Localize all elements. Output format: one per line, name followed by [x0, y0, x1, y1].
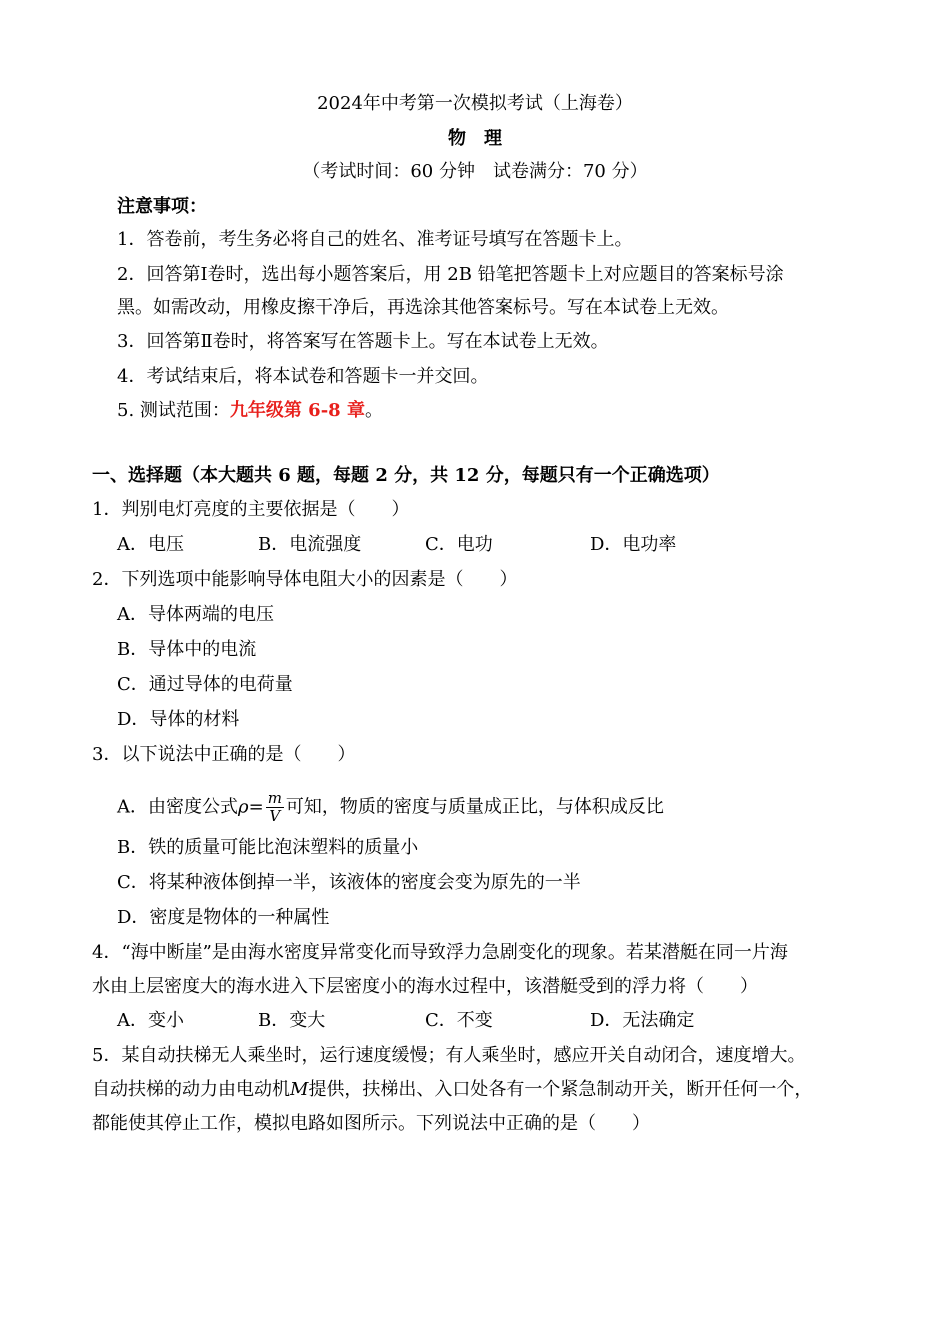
question-3-option-a-suffix: 可知，物质的密度与质量成正比，与体积成反比	[285, 796, 664, 818]
fraction-numerator: m	[267, 789, 282, 807]
question-2-option-b: B．导体中的电流	[117, 639, 257, 660]
question-1-option-b: B．电流强度	[258, 534, 362, 555]
question-1-option-d: D．电功率	[590, 534, 677, 555]
notice-item-1: 1．答卷前，考生务必将自己的姓名、准考证号填写在答题卡上。	[117, 229, 633, 250]
question-5-line-1: 5．某自动扶梯无人乘坐时，运行速度缓慢；有人乘坐时，感应开关自动闭合，速度增大。	[92, 1045, 806, 1066]
notice-item-2: 2．回答第Ⅰ卷时，选出每小题答案后，用 2B 铅笔把答题卡上对应题目的答案标号涂	[117, 264, 784, 285]
question-2-option-a: A．导体两端的电压	[117, 604, 274, 625]
question-4-line-2: 水由上层密度大的海水进入下层密度小的海水过程中，该潜艇受到的浮力将（ ）	[92, 976, 758, 997]
question-4-option-d: D．无法确定	[590, 1010, 695, 1031]
question-3-option-b: B．铁的质量可能比泡沫塑料的质量小	[117, 837, 419, 858]
notice-item-4: 4．考试结束后，将本试卷和答题卡一并交回。	[117, 366, 489, 387]
question-5-line-3: 都能使其停止工作，模拟电路如图所示。下列说法中正确的是（ ）	[92, 1113, 650, 1134]
question-1-option-c: C．电功	[425, 534, 493, 555]
subject-title: 物 理	[448, 128, 502, 149]
section-heading: 一、选择题（本大题共 6 题，每题 2 分，共 12 分，每题只有一个正确选项）	[92, 465, 720, 486]
question-2-option-c: C．通过导体的电荷量	[117, 674, 293, 695]
notice-item-3: 3．回答第Ⅱ卷时，将答案写在答题卡上。写在本试卷上无效。	[117, 331, 609, 352]
question-5-line-2-suffix: 提供，扶梯出、入口处各有一个紧急制动开关，断开任何一个，	[308, 1079, 813, 1100]
rho-symbol: ρ	[238, 796, 249, 818]
test-scope-highlight: 九年级第 6-8 章	[229, 400, 365, 421]
question-1-option-a: A．电压	[117, 534, 184, 555]
question-3-option-d: D．密度是物体的一种属性	[117, 907, 330, 928]
question-2-option-d: D．导体的材料	[117, 709, 240, 730]
notice-item-5-suffix: 。	[364, 400, 383, 421]
question-3-stem: 3．以下说法中正确的是（ ）	[92, 744, 356, 765]
notice-item-5	[117, 399, 383, 423]
question-4-line-1: 4．“海中断崖”是由海水密度异常变化而导致浮力急剧变化的现象。若某潜艇在同一片海	[92, 942, 788, 963]
exam-title: 2024年中考第一次模拟考试（上海卷）	[317, 93, 633, 114]
question-4-option-c: C．不变	[425, 1010, 493, 1031]
exam-info: （考试时间：60 分钟 试卷满分：70 分）	[302, 161, 648, 182]
question-5-line-2	[92, 1078, 812, 1102]
motor-symbol: M	[290, 1079, 309, 1100]
notice-heading: 注意事项：	[117, 196, 207, 217]
question-2-stem: 2．下列选项中能影响导体电阻大小的因素是（ ）	[92, 569, 518, 590]
fraction-denominator: V	[269, 807, 281, 825]
question-3-option-a	[117, 790, 664, 825]
question-3-option-c: C．将某种液体倒掉一半，该液体的密度会变为原先的一半	[117, 872, 581, 893]
notice-item-2-cont: 黑。如需改动，用橡皮擦干净后，再选涂其他答案标号。写在本试卷上无效。	[117, 297, 729, 318]
density-fraction	[266, 790, 284, 825]
equals-sign: =	[248, 796, 264, 818]
question-4-option-b: B．变大	[258, 1010, 326, 1031]
question-5-line-2-prefix: 自动扶梯的动力由电动机	[92, 1079, 290, 1100]
question-1-stem: 1．判别电灯亮度的主要依据是（ ）	[92, 499, 410, 520]
notice-item-5-prefix: 5. 测试范围：	[117, 400, 230, 421]
question-3-option-a-prefix: A．由密度公式	[117, 796, 238, 818]
question-4-option-a: A．变小	[117, 1010, 184, 1031]
